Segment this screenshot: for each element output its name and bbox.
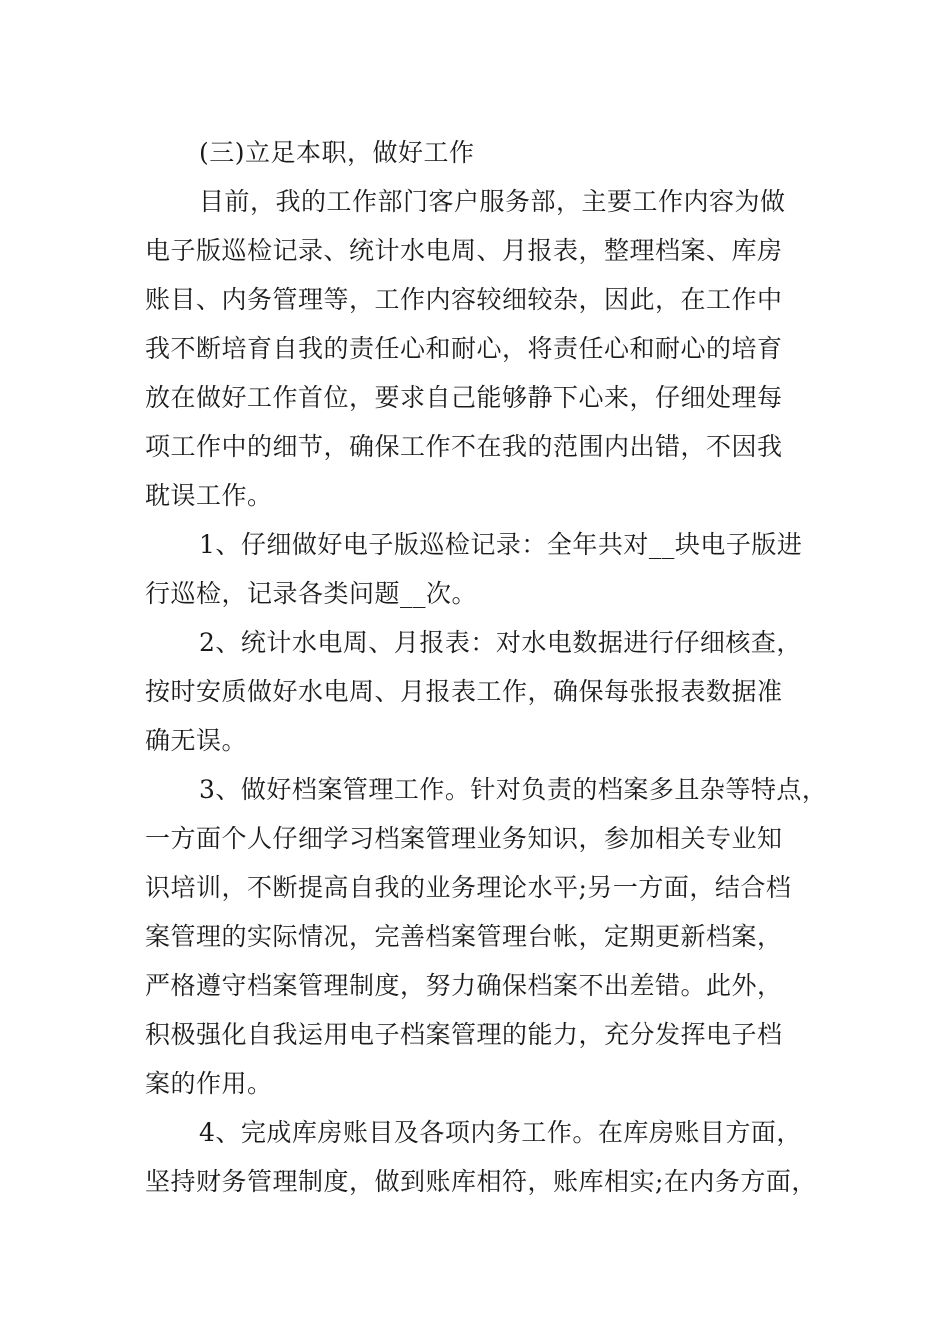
paragraph-line: 案管理的实际情况，完善档案管理台帐，定期更新档案， [145,922,783,951]
paragraph-line: 4、完成库房账目及各项内务工作。在库房账目方面， [199,1118,802,1147]
paragraph-line: 目前，我的工作部门客户服务部，主要工作内容为做 [199,187,786,216]
paragraph-line: 积极强化自我运用电子档案管理的能力，充分发挥电子档 [145,1020,783,1049]
paragraph-line: 确无误。 [145,726,248,755]
paragraph-item-1 [145,520,825,618]
paragraph-line: 一方面个人仔细学习档案管理业务知识，参加相关专业知 [145,824,783,853]
paragraph-line: 识培训，不断提高自我的业务理论水平;另一方面，结合档 [145,873,792,902]
paragraph-line: 电子版巡检记录、统计水电周、月报表，整理档案、库房 [145,236,783,265]
paragraph-intro [145,177,825,520]
paragraph-line: 严格遵守档案管理制度，努力确保档案不出差错。此外， [145,971,783,1000]
paragraph-line: 按时安质做好水电周、月报表工作，确保每张报表数据准 [145,677,783,706]
paragraph-item-2 [145,618,825,765]
paragraph-item-4 [145,1108,825,1206]
paragraph-line: 我不断培育自我的责任心和耐心，将责任心和耐心的培育 [145,334,783,363]
paragraph-item-3 [145,765,828,1108]
paragraph-line: 2、统计水电周、月报表：对水电数据进行仔细核查， [199,628,802,657]
paragraph-line: 放在做好工作首位，要求自己能够静下心来，仔细处理每 [145,383,783,412]
paragraph-line: 项工作中的细节，确保工作不在我的范围内出错，不因我 [145,432,783,461]
paragraph-line: 3、做好档案管理工作。针对负责的档案多且杂等特点， [199,775,828,804]
paragraph-line: 案的作用。 [145,1069,273,1098]
paragraph-line: 1、仔细做好电子版巡检记录：全年共对__块电子版进 [199,530,803,559]
paragraph-line: 账目、内务管理等，工作内容较细较杂，因此，在工作中 [145,285,783,314]
paragraph-line: 坚持财务管理制度，做到账库相符，账库相实;在内务方面， [145,1167,817,1196]
paragraph-line: 耽误工作。 [145,481,273,510]
paragraph-line: 行巡检，记录各类问题__次。 [145,579,478,608]
section-heading: (三)立足本职，做好工作 [199,138,475,167]
document-body [145,128,828,1206]
